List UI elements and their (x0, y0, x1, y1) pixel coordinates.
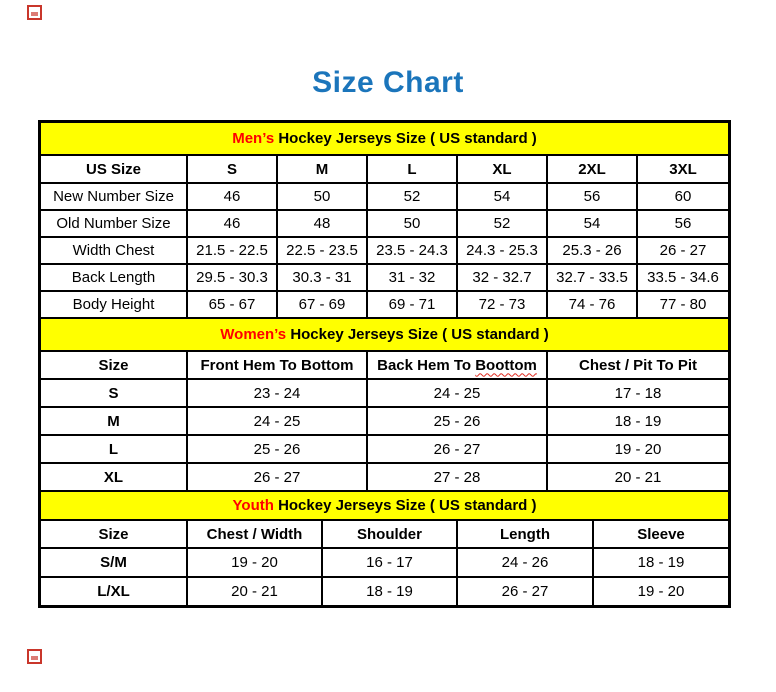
table-row (41, 210, 728, 237)
size-value: 54 (457, 183, 547, 210)
size-value: 20 - 21 (187, 577, 322, 605)
table-row (41, 264, 728, 291)
row-label: L/XL (41, 577, 187, 605)
size-value: 22.5 - 23.5 (277, 237, 367, 264)
size-value: 26 - 27 (187, 463, 367, 491)
youth-banner (41, 492, 728, 520)
size-value: 19 - 20 (187, 548, 322, 577)
size-value: 21.5 - 22.5 (187, 237, 277, 264)
page-title: Size Chart (312, 66, 464, 99)
mens-banner-row (41, 123, 728, 155)
size-value: 25 - 26 (187, 435, 367, 463)
youth-col-header-sleeve: Sleeve (593, 520, 728, 548)
mens-banner-text: Hockey Jerseys Size ( US standard ) (278, 130, 537, 147)
mens-col-header-s: S (187, 155, 277, 183)
size-value: 27 - 28 (367, 463, 547, 491)
row-label: Body Height (41, 291, 187, 318)
table-row (41, 183, 728, 210)
size-value: 56 (547, 183, 637, 210)
mens-banner (41, 123, 728, 155)
table-row (41, 379, 728, 407)
misspelled-word: Boottom (475, 356, 537, 374)
womens-header-row (41, 351, 728, 379)
size-value: 69 - 71 (367, 291, 457, 318)
womens-banner (41, 319, 728, 351)
table-row (41, 407, 728, 435)
youth-col-header-length: Length (457, 520, 593, 548)
womens-col-header-size: Size (41, 351, 187, 379)
size-value: 32.7 - 33.5 (547, 264, 637, 291)
womens-banner-text: Hockey Jerseys Size ( US standard ) (290, 326, 549, 343)
mens-col-header-xl: XL (457, 155, 547, 183)
row-label: M (41, 407, 187, 435)
youth-size-table (41, 492, 728, 605)
size-value: 72 - 73 (457, 291, 547, 318)
row-label: XL (41, 463, 187, 491)
size-value: 74 - 76 (547, 291, 637, 318)
youth-banner-text: Hockey Jerseys Size ( US standard ) (278, 497, 537, 514)
broken-image-icon (27, 649, 42, 664)
size-value: 19 - 20 (593, 577, 728, 605)
mens-col-header-us-size: US Size (41, 155, 187, 183)
mens-col-header-3xl: 3XL (637, 155, 728, 183)
womens-col-header-back-hem (367, 351, 547, 379)
mens-col-header-2xl: 2XL (547, 155, 637, 183)
row-label: L (41, 435, 187, 463)
table-row (41, 435, 728, 463)
youth-banner-row (41, 492, 728, 520)
size-value: 24 - 25 (187, 407, 367, 435)
size-value: 17 - 18 (547, 379, 728, 407)
womens-size-table (41, 319, 728, 492)
youth-col-header-shoulder: Shoulder (322, 520, 457, 548)
youth-col-header-size: Size (41, 520, 187, 548)
size-value: 65 - 67 (187, 291, 277, 318)
size-value: 32 - 32.7 (457, 264, 547, 291)
size-value: 18 - 19 (322, 577, 457, 605)
womens-col-header-front-hem: Front Hem To Bottom (187, 351, 367, 379)
size-value: 16 - 17 (322, 548, 457, 577)
row-label: S/M (41, 548, 187, 577)
size-value: 30.3 - 31 (277, 264, 367, 291)
size-value: 23.5 - 24.3 (367, 237, 457, 264)
table-row (41, 237, 728, 264)
row-label: New Number Size (41, 183, 187, 210)
size-value: 52 (457, 210, 547, 237)
womens-col-header-chest: Chest / Pit To Pit (547, 351, 728, 379)
size-value: 18 - 19 (547, 407, 728, 435)
row-label: S (41, 379, 187, 407)
size-value: 56 (637, 210, 728, 237)
size-value: 23 - 24 (187, 379, 367, 407)
mens-size-table (41, 123, 728, 319)
size-value: 25 - 26 (367, 407, 547, 435)
size-value: 50 (367, 210, 457, 237)
size-value: 24 - 26 (457, 548, 593, 577)
table-row (41, 548, 728, 577)
size-value: 31 - 32 (367, 264, 457, 291)
womens-banner-row (41, 319, 728, 351)
table-row (41, 463, 728, 491)
size-value: 54 (547, 210, 637, 237)
size-value: 26 - 27 (637, 237, 728, 264)
youth-col-header-chest-width: Chest / Width (187, 520, 322, 548)
youth-header-row (41, 520, 728, 548)
womens-banner-highlight: Women’s (220, 326, 287, 343)
mens-col-header-l: L (367, 155, 457, 183)
row-label: Width Chest (41, 237, 187, 264)
size-value: 24.3 - 25.3 (457, 237, 547, 264)
mens-col-header-m: M (277, 155, 367, 183)
size-value: 67 - 69 (277, 291, 367, 318)
youth-banner-highlight: Youth (232, 497, 274, 514)
size-value: 25.3 - 26 (547, 237, 637, 264)
size-value: 26 - 27 (367, 435, 547, 463)
size-value: 52 (367, 183, 457, 210)
row-label: Back Length (41, 264, 187, 291)
row-label: Old Number Size (41, 210, 187, 237)
size-chart (38, 120, 731, 608)
size-value: 19 - 20 (547, 435, 728, 463)
size-value: 33.5 - 34.6 (637, 264, 728, 291)
size-value: 24 - 25 (367, 379, 547, 407)
mens-banner-highlight: Men’s (232, 130, 275, 147)
broken-image-icon (27, 5, 42, 20)
size-value: 20 - 21 (547, 463, 728, 491)
back-hem-prefix: Back Hem To (377, 356, 476, 374)
size-value: 46 (187, 183, 277, 210)
size-value: 29.5 - 30.3 (187, 264, 277, 291)
table-row (41, 291, 728, 318)
size-value: 48 (277, 210, 367, 237)
size-value: 46 (187, 210, 277, 237)
table-row (41, 577, 728, 605)
size-value: 77 - 80 (637, 291, 728, 318)
size-value: 18 - 19 (593, 548, 728, 577)
size-value: 26 - 27 (457, 577, 593, 605)
size-value: 60 (637, 183, 728, 210)
size-value: 50 (277, 183, 367, 210)
mens-header-row (41, 155, 728, 183)
